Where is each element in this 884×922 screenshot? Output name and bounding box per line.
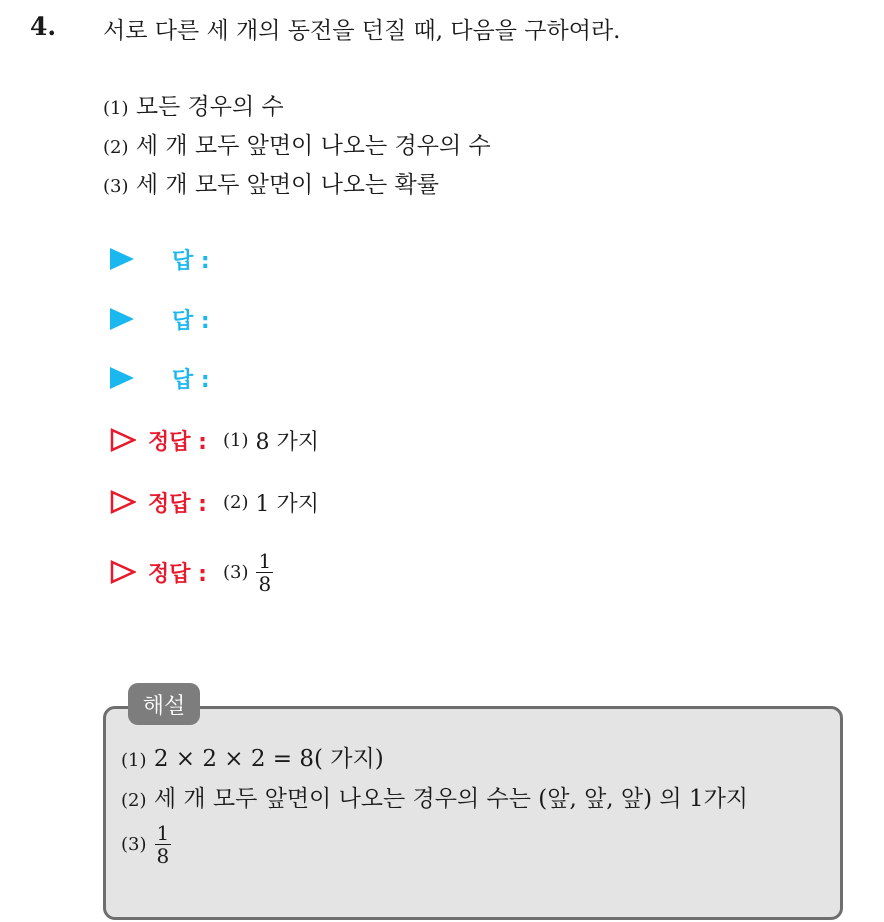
key-number: (1) xyxy=(222,429,249,451)
key-label: 정답 : xyxy=(148,561,207,587)
outline-arrow-icon xyxy=(110,428,136,452)
sub-question-3 xyxy=(103,166,439,199)
explanation-number: (2) xyxy=(121,790,147,811)
answer-label: 답 : xyxy=(172,367,210,393)
explanation-line-2 xyxy=(121,780,748,813)
fraction xyxy=(256,550,273,595)
sub-question-text: 세 개 모두 앞면이 나오는 확률 xyxy=(135,172,439,198)
outline-arrow-icon xyxy=(110,560,136,584)
key-number: (2) xyxy=(222,491,249,513)
explanation-text: 세 개 모두 앞면이 나오는 경우의 수는 (앞, 앞, 앞) 의 1가지 xyxy=(153,786,749,812)
fraction xyxy=(155,822,172,867)
key-value xyxy=(223,487,319,518)
explanation-box xyxy=(103,706,843,920)
key-value xyxy=(223,550,273,595)
key-label: 정답 : xyxy=(148,491,207,517)
answer-row-1[interactable] xyxy=(110,239,210,279)
key-label: 정답 : xyxy=(148,429,207,455)
key-value-text: 1 가지 xyxy=(255,491,319,517)
outline-arrow-icon xyxy=(110,490,136,514)
sub-question-2 xyxy=(103,127,491,160)
key-row-2 xyxy=(110,482,319,522)
key-row-1 xyxy=(110,420,319,460)
sub-question-text: 세 개 모두 앞면이 나오는 경우의 수 xyxy=(135,133,491,159)
answer-label: 답 : xyxy=(172,248,210,274)
question-text: 서로 다른 세 개의 동전을 던질 때, 다음을 구하여라. xyxy=(103,18,621,44)
key-value-text: 8 가지 xyxy=(255,429,319,455)
explanation-line-3 xyxy=(121,822,171,867)
key-row-3 xyxy=(110,548,273,596)
key-number: (3) xyxy=(222,561,249,583)
explanation-text: 2 × 2 × 2 = 8( 가지) xyxy=(153,746,384,772)
sub-question-number: (3) xyxy=(103,176,129,197)
fraction-denominator: 8 xyxy=(156,844,170,868)
explanation-line-1 xyxy=(121,740,384,773)
play-arrow-icon xyxy=(110,308,134,330)
answer-label: 답 : xyxy=(172,308,210,334)
sub-question-number: (1) xyxy=(103,98,129,119)
answer-row-3[interactable] xyxy=(110,358,210,398)
explanation-number: (3) xyxy=(121,834,147,855)
fraction-denominator: 8 xyxy=(258,571,272,596)
play-arrow-icon xyxy=(110,367,134,389)
sub-question-number: (2) xyxy=(103,137,129,158)
answer-row-2[interactable] xyxy=(110,299,210,339)
fraction-numerator: 1 xyxy=(156,821,170,845)
explanation-tab: 해설 xyxy=(128,683,200,725)
fraction-numerator: 1 xyxy=(258,548,272,573)
play-arrow-icon xyxy=(110,248,134,270)
sub-question-text: 모든 경우의 수 xyxy=(135,94,284,120)
sub-question-1 xyxy=(103,88,284,121)
question-number: 4. xyxy=(30,12,57,41)
explanation-number: (1) xyxy=(121,750,147,771)
key-value xyxy=(223,425,319,456)
